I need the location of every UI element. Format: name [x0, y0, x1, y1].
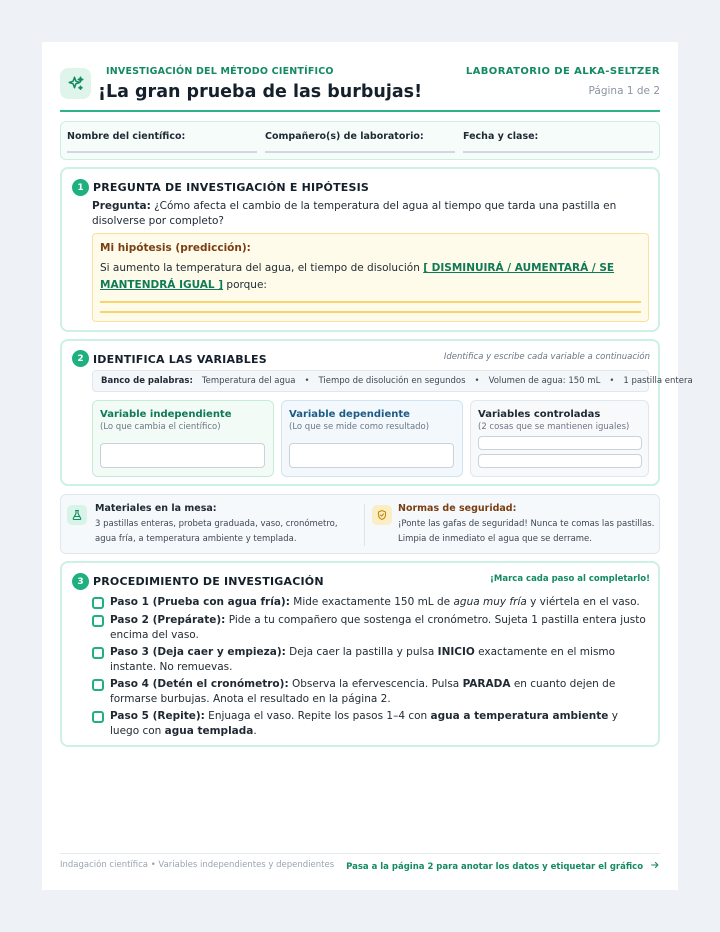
header-kicker: INVESTIGACIÓN DEL MÉTODO CIENTÍFICO: [106, 66, 334, 77]
page-title: ¡La gran prueba de las burbujas!: [98, 82, 423, 102]
section-number-badge: 2: [72, 350, 89, 367]
controlled-variables-hint: (2 cosas que se mantienen iguales): [478, 422, 630, 432]
independent-variable-card: [92, 400, 274, 477]
word-bank: [92, 370, 693, 392]
section-title: PREGUNTA DE INVESTIGACIÓN E HIPÓTESIS: [93, 181, 370, 194]
safety-text: ¡Ponte las gafas de seguridad! Nunca te comas las pastillas. Limpia de inmediato el agua que se derrame.: [398, 519, 655, 544]
safety-title: Normas de seguridad:: [398, 503, 517, 514]
independent-variable-hint: (Lo que cambia el científico): [100, 422, 221, 432]
section-question-hypothesis: [60, 167, 660, 332]
flask-icon: [67, 505, 87, 525]
word-bank-label: Banco de palabras:: [101, 376, 193, 386]
hypothesis-write-line[interactable]: [100, 301, 641, 303]
partners-field[interactable]: [265, 122, 455, 159]
hypothesis-suffix: porque:: [223, 279, 267, 291]
page-number: Página 1 de 2: [588, 85, 660, 97]
materials-safety-panel: [60, 494, 660, 554]
word-bank-item: Tiempo de disolución en segundos: [318, 376, 466, 386]
procedure-step: Paso 5 (Repite): Enjuaga el vaso. Repite los pasos 1–4 con agua a temperatura ambiente y luego con agua templada.: [92, 709, 647, 739]
step-checkbox[interactable]: [92, 597, 104, 609]
hypothesis-choice[interactable]: [ DISMINUIRÁ / AUMENTARÁ / SE MANTENDRÁ IGUAL ]: [100, 262, 615, 291]
procedure-step: Paso 2 (Prepárate): Pide a tu compañero que sostenga el cronómetro. Sujeta 1 pastilla entera justo encima del vaso.: [92, 613, 647, 643]
step-checkbox[interactable]: [92, 615, 104, 627]
procedure-step: Paso 1 (Prueba con agua fría): Mide exactamente 150 mL de agua muy fría y viértela en el vaso.: [92, 595, 647, 610]
footer-topic: Indagación científica • Variables independientes y dependientes: [60, 860, 335, 870]
date-class-line: [463, 151, 653, 153]
scientist-name-label: Nombre del científico:: [67, 131, 186, 142]
controlled-variables-title: Variables controladas: [478, 409, 601, 420]
dependent-variable-input[interactable]: [289, 443, 454, 468]
sparkles-icon: [60, 68, 91, 99]
research-question: [92, 199, 644, 229]
section-variables: [60, 339, 693, 486]
footer-next-text: Pasa a la página 2 para anotar los datos y etiquetar el gráfico: [346, 862, 644, 872]
controlled-variables-card: [470, 400, 649, 477]
hypothesis-title: Mi hipótesis (predicción):: [100, 242, 251, 254]
section-title: PROCEDIMIENTO DE INVESTIGACIÓN: [93, 575, 324, 588]
word-bank-item: Volumen de agua: 150 mL: [488, 376, 601, 386]
partners-line: [265, 151, 455, 153]
bullet-separator: •: [304, 376, 310, 386]
word-bank-item: 1 pastilla entera: [623, 376, 693, 386]
scientist-name-field[interactable]: [67, 122, 257, 159]
materials-text: 3 pastillas enteras, probeta graduada, vaso, cronómetro, agua fría, a temperatura ambiente y templada.: [95, 519, 338, 544]
worksheet-page: [42, 42, 693, 890]
section-number-badge: 1: [72, 179, 89, 196]
date-class-field[interactable]: [463, 122, 653, 159]
section-procedure: [60, 561, 660, 747]
section-number-badge: 3: [72, 573, 89, 590]
step-checkbox[interactable]: [92, 679, 104, 691]
hypothesis-box: [92, 233, 649, 322]
procedure-step: Paso 3 (Deja caer y empieza): Deja caer la pastilla y pulsa INICIO exactamente en el mismo instante. No remuevas.: [92, 645, 647, 675]
lab-title: LABORATORIO DE ALKA-SELTZER: [465, 66, 660, 77]
step-checkbox[interactable]: [92, 711, 104, 723]
word-bank-item: Temperatura del agua: [201, 376, 296, 386]
section-title: IDENTIFICA LAS VARIABLES: [93, 353, 267, 366]
section-hint: ¡Marca cada paso al completarlo!: [490, 574, 650, 584]
footer-next-page-note: [346, 860, 660, 873]
student-info-bar: [60, 121, 660, 160]
shield-check-icon: [372, 505, 392, 525]
dependent-variable-card: [281, 400, 463, 477]
hypothesis-prefix: Si aumento la temperatura del agua, el tiempo de disolución: [100, 262, 424, 274]
materials-title: Materiales en la mesa:: [95, 503, 217, 514]
step-checkbox[interactable]: [92, 647, 104, 659]
dependent-variable-hint: (Lo que se mide como resultado): [289, 422, 430, 432]
scientist-name-line: [67, 151, 257, 153]
question-label: Pregunta:: [92, 200, 151, 212]
bullet-separator: •: [609, 376, 615, 386]
date-class-label: Fecha y clase:: [463, 131, 539, 142]
independent-variable-title: Variable independiente: [100, 409, 232, 420]
independent-variable-input[interactable]: [100, 443, 265, 468]
hypothesis-write-line[interactable]: [100, 311, 641, 313]
page-header: [60, 42, 660, 112]
panel-divider: [364, 504, 365, 546]
question-text: ¿Cómo afecta el cambio de la temperatura del agua al tiempo que tarda una pastilla en disolverse por completo?: [92, 200, 617, 227]
section-hint: Identifica y escribe cada variable a continuación: [443, 352, 650, 362]
arrow-right-icon: [650, 860, 660, 873]
controlled-variable-input[interactable]: [478, 454, 642, 468]
page-footer: [60, 853, 660, 873]
hypothesis-sentence: [100, 260, 635, 294]
partners-label: Compañero(s) de laboratorio:: [265, 131, 424, 142]
procedure-step: Paso 4 (Detén el cronómetro): Observa la efervescencia. Pulsa PARADA en cuanto dejen de formarse burbujas. Anota el resultado en la página 2.: [92, 677, 647, 707]
controlled-variable-input[interactable]: [478, 436, 642, 450]
bullet-separator: •: [474, 376, 480, 386]
dependent-variable-title: Variable dependiente: [289, 409, 410, 420]
